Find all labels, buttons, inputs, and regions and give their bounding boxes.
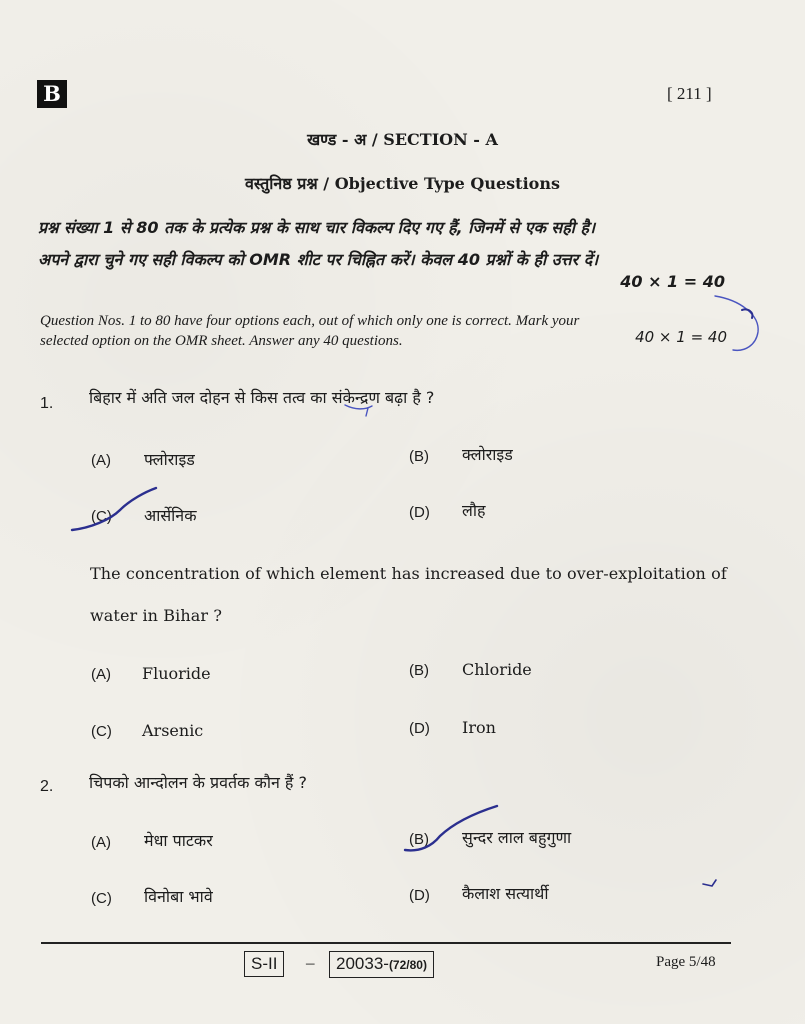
section-title: खण्ड - अ / SECTION - A [307, 130, 498, 149]
option-text: क्लोराइड [462, 445, 513, 464]
option-label: (B) [409, 448, 429, 465]
option-label: (C) [91, 723, 112, 740]
instruction-english-line2: selected option on the OMR sheet. Answer any 40 questions. [40, 333, 403, 349]
option-label: (D) [409, 720, 430, 737]
option-label: (B) [409, 662, 429, 679]
option-text: मेधा पाटकर [144, 831, 213, 850]
option-text: लौह [462, 501, 486, 520]
option-text: कैलाश सत्यार्थी [462, 884, 549, 903]
question-text-hindi: बिहार में अति जल दोहन से किस तत्व का संकेन्द्रण बढ़ा है ? [89, 388, 435, 407]
option-label: (C) [91, 508, 112, 525]
option-text: Fluoride [142, 664, 211, 683]
option-text: Arsenic [142, 721, 204, 740]
hook-mark [742, 309, 752, 318]
instruction-english-line1: Question Nos. 1 to 80 have four options each, out of which only one is correct. Mark your [40, 313, 580, 329]
subsection-title: वस्तुनिष्ठ प्रश्न / Objective Type Questions [245, 174, 560, 193]
footer-divider [41, 942, 731, 944]
marks-hindi: 40 × 1 = 40 [620, 272, 725, 291]
question-text-hindi: चिपको आन्दोलन के प्रवर्तक कौन हैं ? [89, 773, 308, 792]
option-label: (D) [409, 504, 430, 521]
footer-separator: – [306, 953, 315, 972]
instruction-hindi-line2: अपने द्वारा चुने गए सही विकल्प को OMR शीट पर चिह्नित करें। केवल 40 प्रश्नों के ही उत्तर दें। [38, 250, 599, 269]
set-badge: B [37, 80, 67, 108]
question-number: 2. [40, 778, 54, 795]
option-label: (B) [409, 831, 429, 848]
option-label: (A) [91, 834, 111, 851]
marks-english: 40 × 1 = 40 [635, 328, 727, 346]
paper-code: [ 211 ] [667, 84, 712, 103]
booklet-code: 20033- [336, 954, 389, 973]
question-number: 1. [40, 395, 54, 412]
question-text-english-line1: The concentration of which element has increased due to over-exploitation of [90, 564, 727, 583]
option-text: फ्लोराइड [144, 450, 195, 469]
option-text: विनोबा भावे [144, 887, 213, 906]
small-tick-mark [703, 880, 716, 886]
option-text: आर्सेनिक [144, 506, 197, 525]
series-box: S-II [244, 951, 284, 977]
instruction-hindi-line1: प्रश्न संख्या 1 से 80 तक के प्रत्येक प्रश्न के साथ चार विकल्प दिए गए हैं, जिनमें से एक सही है। [38, 218, 596, 237]
page-number: Page 5/48 [656, 954, 716, 970]
option-label: (C) [91, 890, 112, 907]
question-text-english-line2: water in Bihar ? [90, 606, 223, 625]
option-label: (A) [91, 452, 111, 469]
option-text: सुन्दर लाल बहुगुणा [462, 828, 572, 847]
booklet-suffix: (72/80) [388, 958, 427, 972]
option-text: Iron [462, 718, 496, 737]
booklet-code-box [329, 951, 434, 978]
option-text: Chloride [462, 660, 532, 679]
option-label: (A) [91, 666, 111, 683]
option-label: (D) [409, 887, 430, 904]
